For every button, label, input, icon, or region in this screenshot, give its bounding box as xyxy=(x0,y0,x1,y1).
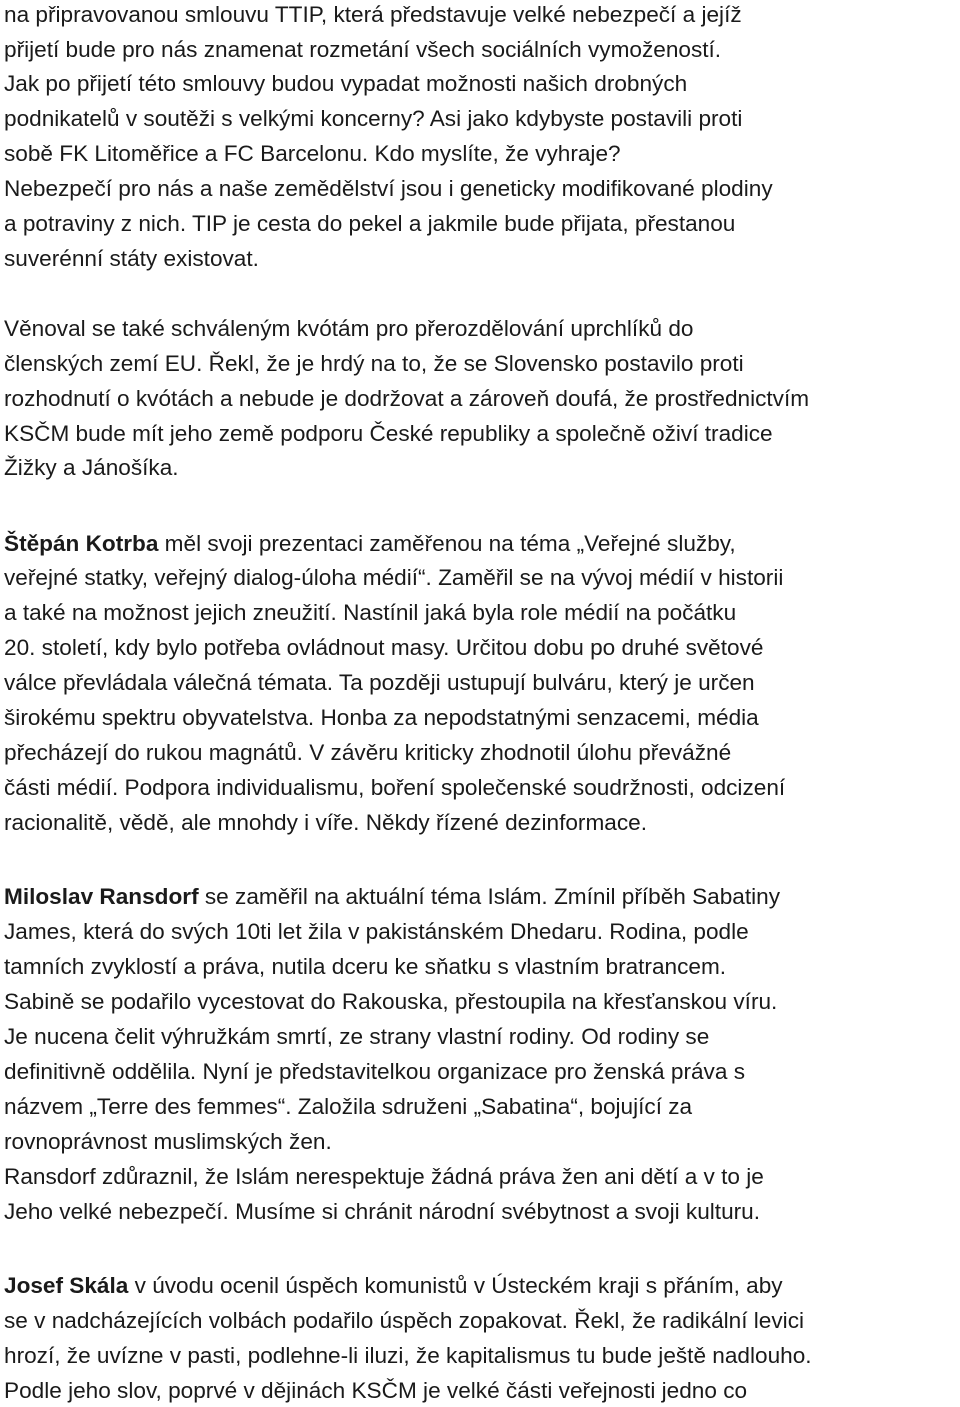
speaker-name: Štěpán Kotrba xyxy=(4,531,159,556)
text-line: suverénní státy existovat. xyxy=(4,246,259,271)
text-line: racionalitě, vědě, ale mnohdy i víře. Někdy řízené dezinformace. xyxy=(4,810,647,835)
text-line: Je nucena čelit výhružkám smrtí, ze strany vlastní rodiny. Od rodiny se xyxy=(4,1024,710,1049)
text-line xyxy=(4,529,736,559)
text-line: části médií. Podpora individualismu, boření společenské soudržnosti, odcizení xyxy=(4,775,786,800)
text-line xyxy=(4,1271,783,1301)
text-line: KSČM bude mít jeho země podporu České republiky a společně oživí tradice xyxy=(4,421,773,446)
text-line: sobě FK Litoměřice a FC Barcelonu. Kdo myslíte, že vyhraje? xyxy=(4,141,621,166)
text-line: válce převládala válečná témata. Ta později ustupují bulváru, který je určen xyxy=(4,670,755,695)
text-line: a také na možnost jejich zneužití. Nastínil jaká byla role médií na počátku xyxy=(4,600,737,625)
text-line: tamních zvyklostí a práva, nutila dceru ke sňatku s vlastním bratrancem. xyxy=(4,954,727,979)
text-line: Podle jeho slov, poprvé v dějinách KSČM je velké části veřejnosti jedno co xyxy=(4,1378,748,1403)
text-line: rovnoprávnost muslimských žen. xyxy=(4,1129,332,1154)
text-line: James, která do svých 10ti let žila v pakistánském Dhedaru. Rodina, podle xyxy=(4,919,749,944)
text-line: Žižky a Jánošíka. xyxy=(4,455,179,480)
line-text: v úvodu ocenil úspěch komunistů v Ústeckém kraji s přáním, aby xyxy=(128,1273,783,1298)
text-line xyxy=(4,882,780,912)
text-line: definitivně oddělila. Nyní je představitelkou organizace pro ženská práva s xyxy=(4,1059,745,1084)
speaker-name: Josef Skála xyxy=(4,1273,129,1298)
text-line: hrozí, že uvízne v pasti, podlehne-li iluzi, že kapitalismus tu bude ještě nadlouho. xyxy=(4,1343,812,1368)
text-line: Nebezpečí pro nás a naše zemědělství jsou i geneticky modifikované plodiny xyxy=(4,176,773,201)
text-line: přecházejí do rukou magnátů. V závěru kriticky zhodnotil úlohu převážné xyxy=(4,740,732,765)
text-line: Jak po přijetí této smlouvy budou vypadat možnosti našich drobných xyxy=(4,71,688,96)
line-text: se zaměřil na aktuální téma Islám. Zmínil příběh Sabatiny xyxy=(198,884,781,909)
text-line: rozhodnutí o kvótách a nebude je dodržovat a zároveň doufá, že prostřednictvím xyxy=(4,386,810,411)
text-line: Věnoval se také schváleným kvótám pro přerozdělování uprchlíků do xyxy=(4,316,694,341)
text-line: Ransdorf zdůraznil, že Islám nerespektuje žádná práva žen ani dětí a v to je xyxy=(4,1164,764,1189)
text-line: se v nadcházejících volbách podařilo úspěch zopakovat. Řekl, že radikální levici xyxy=(4,1308,805,1333)
line-text: měl svoji prezentaci zaměřenou na téma „Veřejné služby, xyxy=(158,531,736,556)
text-line: 20. století, kdy bylo potřeba ovládnout masy. Určitou dobu po druhé světové xyxy=(4,635,764,660)
text-line: a potraviny z nich. TIP je cesta do pekel a jakmile bude přijata, přestanou xyxy=(4,211,736,236)
text-line: členských zemí EU. Řekl, že je hrdý na to, že se Slovensko postavilo proti xyxy=(4,351,744,376)
text-line: podnikatelů v soutěži s velkými koncerny? Asi jako kdybyste postavili proti xyxy=(4,106,743,131)
text-line: veřejné statky, veřejný dialog-úloha médií“. Zaměřil se na vývoj médií v historii xyxy=(4,565,784,590)
text-line: Sabině se podařilo vycestovat do Rakouska, přestoupila na křesťanskou víru. xyxy=(4,989,778,1014)
text-line: názvem „Terre des femmes“. Založila sdruženi „Sabatina“, bojující za xyxy=(4,1094,693,1119)
text-line: širokému spektru obyvatelstva. Honba za nepodstatnými senzacemi, média xyxy=(4,705,759,730)
text-line: Jeho velké nebezpečí. Musíme si chránit národní svébytnost a svoji kulturu. xyxy=(4,1199,761,1224)
text-line: na připravovanou smlouvu TTIP, která představuje velké nebezpečí a jejíž xyxy=(4,2,742,27)
speaker-name: Miloslav Ransdorf xyxy=(4,884,199,909)
text-line: přijetí bude pro nás znamenat rozmetání všech sociálních vymožeností. xyxy=(4,37,722,62)
